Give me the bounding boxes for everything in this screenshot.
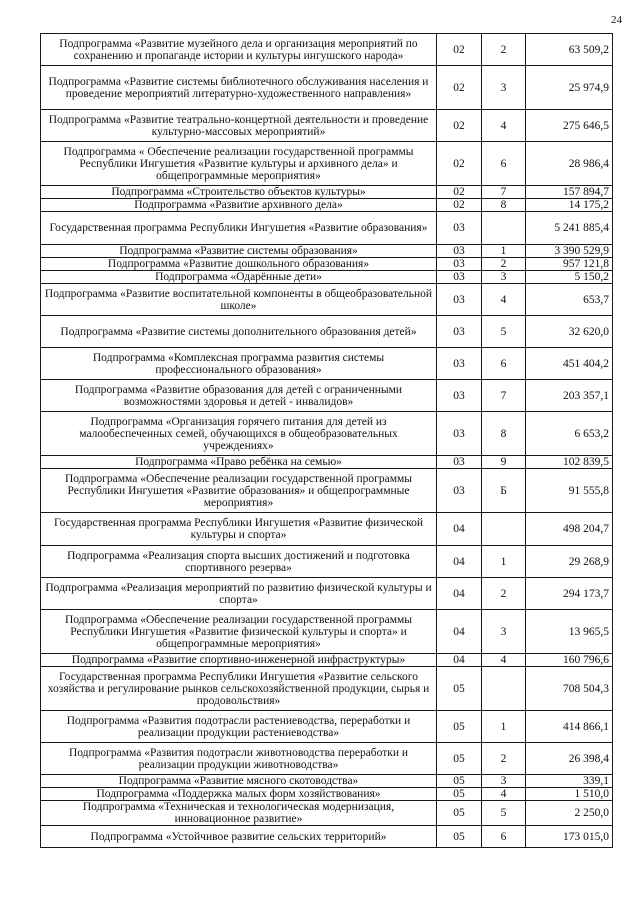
row-name-cell: Подпрограмма «Организация горячего питания для детей из малообеспеченных семей, обучающихся в общеобразовательных учреждениях» [41, 412, 437, 456]
row-subcode-cell: 2 [482, 34, 526, 66]
row-name-cell: Подпрограмма «Развитие системы дополнительного образования детей» [41, 316, 437, 348]
row-subcode-cell [482, 667, 526, 711]
row-amount-cell: 653,7 [526, 284, 613, 316]
row-code-cell: 02 [437, 34, 482, 66]
row-amount-cell: 160 796,6 [526, 654, 613, 667]
row-amount-cell: 275 646,5 [526, 110, 613, 142]
row-code-cell: 03 [437, 412, 482, 456]
table-row [41, 271, 613, 284]
row-subcode-cell [482, 513, 526, 546]
row-code-cell: 02 [437, 199, 482, 212]
budget-table [40, 33, 613, 848]
row-amount-cell: 3 390 529,9 [526, 245, 613, 258]
row-name-cell: Подпрограмма «Развития подотрасли растениеводства, переработки и реализации продукции растениеводства» [41, 711, 437, 743]
row-code-cell: 02 [437, 110, 482, 142]
table-row [41, 348, 613, 380]
row-name-cell: Подпрограмма «Строительство объектов культуры» [41, 186, 437, 199]
table-row [41, 711, 613, 743]
row-name-cell: Подпрограмма «Развитие мясного скотоводства» [41, 775, 437, 788]
row-name-cell: Подпрограмма «Поддержка малых форм хозяйствования» [41, 788, 437, 801]
row-subcode-cell [482, 212, 526, 245]
table-row [41, 654, 613, 667]
table-row [41, 142, 613, 186]
row-name-cell: Подпрограмма «Развитие воспитательной компоненты в общеобразовательной школе» [41, 284, 437, 316]
row-code-cell: 05 [437, 788, 482, 801]
row-amount-cell: 957 121,8 [526, 258, 613, 271]
row-amount-cell: 25 974,9 [526, 66, 613, 110]
row-subcode-cell: 1 [482, 711, 526, 743]
row-name-cell: Подпрограмма «Развитие системы библиотечного обслуживания населения и проведение мероприятий литературно-художественного направления» [41, 66, 437, 110]
table-row [41, 412, 613, 456]
table-row [41, 513, 613, 546]
row-amount-cell: 6 653,2 [526, 412, 613, 456]
row-name-cell: Подпрограмма «Развитие образования для детей с ограниченными возможностями здоровья и детей - инвалидов» [41, 380, 437, 412]
row-amount-cell: 339,1 [526, 775, 613, 788]
row-amount-cell: 63 509,2 [526, 34, 613, 66]
row-subcode-cell: 3 [482, 66, 526, 110]
table-row [41, 258, 613, 271]
row-code-cell: 02 [437, 66, 482, 110]
row-code-cell: 02 [437, 142, 482, 186]
table-row [41, 469, 613, 513]
row-name-cell: Подпрограмма «Обеспечение реализации государственной программы Республики Ингушетия «Развитие образования» и общепрограммные мероприятия» [41, 469, 437, 513]
row-code-cell: 03 [437, 284, 482, 316]
table-row [41, 380, 613, 412]
row-subcode-cell: 9 [482, 456, 526, 469]
row-code-cell: 05 [437, 743, 482, 775]
table-row [41, 546, 613, 578]
table-row [41, 788, 613, 801]
row-amount-cell: 13 965,5 [526, 610, 613, 654]
row-code-cell: 05 [437, 711, 482, 743]
row-subcode-cell: 6 [482, 348, 526, 380]
row-code-cell: 03 [437, 258, 482, 271]
table-row [41, 667, 613, 711]
row-code-cell: 03 [437, 456, 482, 469]
table-row [41, 110, 613, 142]
row-name-cell: Подпрограмма «Реализация мероприятий по развитию физической культуры и спорта» [41, 578, 437, 610]
row-subcode-cell: 4 [482, 110, 526, 142]
row-code-cell: 05 [437, 801, 482, 826]
row-subcode-cell: 4 [482, 284, 526, 316]
row-amount-cell: 32 620,0 [526, 316, 613, 348]
page-number: 24 [611, 14, 622, 26]
row-name-cell: Государственная программа Республики Ингушетия «Развитие сельского хозяйства и регулирование рынков сельскохозяйственной продукции, сырья и продовольствия» [41, 667, 437, 711]
row-name-cell: Подпрограмма «Развития подотрасли животноводства переработки и реализации продукции животноводства» [41, 743, 437, 775]
row-subcode-cell: 2 [482, 578, 526, 610]
row-code-cell: 03 [437, 212, 482, 245]
row-code-cell: 03 [437, 469, 482, 513]
row-amount-cell: 157 894,7 [526, 186, 613, 199]
row-subcode-cell: Б [482, 469, 526, 513]
row-amount-cell: 173 015,0 [526, 826, 613, 848]
row-amount-cell: 91 555,8 [526, 469, 613, 513]
table-row [41, 186, 613, 199]
table-row [41, 743, 613, 775]
row-amount-cell: 14 175,2 [526, 199, 613, 212]
row-name-cell: Государственная программа Республики Ингушетия «Развитие образования» [41, 212, 437, 245]
row-name-cell: Подпрограмма «Реализация спорта высших достижений и подготовка спортивного резерва» [41, 546, 437, 578]
table-row [41, 610, 613, 654]
row-name-cell: Подпрограмма «Комплексная программа развития системы профессионального образования» [41, 348, 437, 380]
table-row [41, 199, 613, 212]
table-row [41, 245, 613, 258]
row-subcode-cell: 8 [482, 199, 526, 212]
row-amount-cell: 203 357,1 [526, 380, 613, 412]
row-name-cell: Подпрограмма «Одарённые дети» [41, 271, 437, 284]
row-code-cell: 04 [437, 610, 482, 654]
row-subcode-cell: 2 [482, 743, 526, 775]
row-subcode-cell: 7 [482, 380, 526, 412]
row-subcode-cell: 3 [482, 775, 526, 788]
row-name-cell: Подпрограмма «Устойчивое развитие сельских территорий» [41, 826, 437, 848]
row-amount-cell: 5 241 885,4 [526, 212, 613, 245]
row-amount-cell: 26 398,4 [526, 743, 613, 775]
row-amount-cell: 29 268,9 [526, 546, 613, 578]
row-code-cell: 04 [437, 578, 482, 610]
row-subcode-cell: 3 [482, 271, 526, 284]
row-code-cell: 04 [437, 654, 482, 667]
row-subcode-cell: 5 [482, 316, 526, 348]
row-amount-cell: 451 404,2 [526, 348, 613, 380]
row-amount-cell: 28 986,4 [526, 142, 613, 186]
row-code-cell: 05 [437, 667, 482, 711]
row-subcode-cell: 5 [482, 801, 526, 826]
table-row [41, 801, 613, 826]
row-code-cell: 05 [437, 826, 482, 848]
row-name-cell: Подпрограмма «Техническая и технологическая модернизация, инновационное развитие» [41, 801, 437, 826]
row-amount-cell: 1 510,0 [526, 788, 613, 801]
table-row [41, 34, 613, 66]
row-subcode-cell: 6 [482, 826, 526, 848]
row-name-cell: Подпрограмма «Развитие спортивно-инженерной инфраструктуры» [41, 654, 437, 667]
row-code-cell: 04 [437, 546, 482, 578]
row-code-cell: 03 [437, 380, 482, 412]
row-subcode-cell: 6 [482, 142, 526, 186]
row-name-cell: Подпрограмма «Развитие системы образования» [41, 245, 437, 258]
row-amount-cell: 2 250,0 [526, 801, 613, 826]
row-code-cell: 05 [437, 775, 482, 788]
row-amount-cell: 102 839,5 [526, 456, 613, 469]
row-amount-cell: 414 866,1 [526, 711, 613, 743]
row-subcode-cell: 8 [482, 412, 526, 456]
row-subcode-cell: 4 [482, 788, 526, 801]
row-amount-cell: 294 173,7 [526, 578, 613, 610]
row-code-cell: 03 [437, 316, 482, 348]
row-name-cell: Подпрограмма «Развитие архивного дела» [41, 199, 437, 212]
row-name-cell: Подпрограмма «Развитие музейного дела и организация мероприятий по сохранению и пропаганде истории и культуры ингушского народа» [41, 34, 437, 66]
table-row [41, 284, 613, 316]
row-code-cell: 04 [437, 513, 482, 546]
row-name-cell: Подпрограмма «Право ребёнка на семью» [41, 456, 437, 469]
row-amount-cell: 708 504,3 [526, 667, 613, 711]
table-row [41, 212, 613, 245]
row-name-cell: Подпрограмма «Обеспечение реализации государственной программы Республики Ингушетия «Развитие физической культуры и спорта» и общепрограммные мероприятия» [41, 610, 437, 654]
row-subcode-cell: 1 [482, 245, 526, 258]
table-row [41, 775, 613, 788]
row-code-cell: 03 [437, 245, 482, 258]
row-name-cell: Подпрограмма «Развитие театрально-концертной деятельности и проведение культурно-массовых мероприятий» [41, 110, 437, 142]
row-code-cell: 03 [437, 348, 482, 380]
table-row [41, 316, 613, 348]
row-amount-cell: 498 204,7 [526, 513, 613, 546]
row-subcode-cell: 2 [482, 258, 526, 271]
table-row [41, 578, 613, 610]
row-name-cell: Подпрограмма «Развитие дошкольного образования» [41, 258, 437, 271]
row-subcode-cell: 3 [482, 610, 526, 654]
row-amount-cell: 5 150,2 [526, 271, 613, 284]
table-row [41, 66, 613, 110]
row-code-cell: 02 [437, 186, 482, 199]
row-code-cell: 03 [437, 271, 482, 284]
row-subcode-cell: 4 [482, 654, 526, 667]
table-row [41, 826, 613, 848]
row-name-cell: Государственная программа Республики Ингушетия «Развитие физической культуры и спорта» [41, 513, 437, 546]
table-row [41, 456, 613, 469]
budget-table-body [41, 34, 613, 848]
row-subcode-cell: 7 [482, 186, 526, 199]
row-subcode-cell: 1 [482, 546, 526, 578]
row-name-cell: Подпрограмма « Обеспечение реализации государственной программы Республики Ингушетия «Развитие культуры и архивного дела» и общепрограммные мероприятия» [41, 142, 437, 186]
